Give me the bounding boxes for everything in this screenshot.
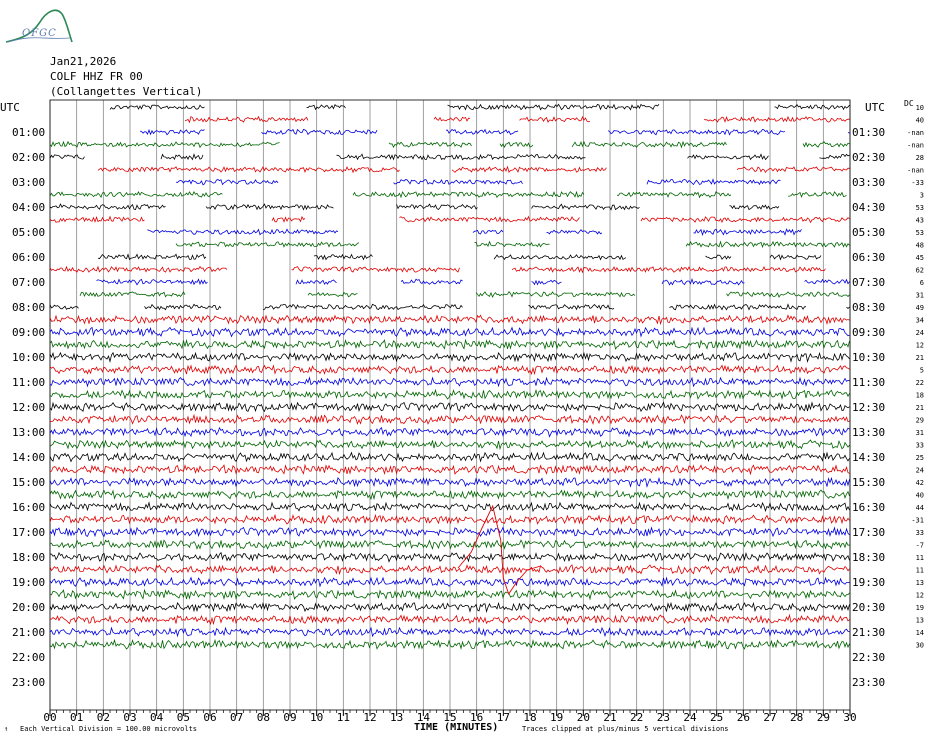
- x-tick-label: 04: [150, 711, 164, 724]
- left-hour-label: 14:00: [12, 451, 46, 464]
- right-hour-label: 05:30: [852, 226, 886, 239]
- dc-offset: 30: [915, 641, 924, 650]
- trace-2: [848, 132, 850, 133]
- trace-10: [547, 230, 603, 234]
- left-hour-label: 21:00: [12, 626, 46, 639]
- trace-3: [389, 142, 472, 147]
- left-hour-label: 15:00: [12, 476, 46, 489]
- trace-9: [400, 217, 580, 222]
- right-hour-label: 13:30: [852, 426, 886, 439]
- trace-8: [532, 204, 640, 209]
- x-tick-label: 24: [683, 711, 697, 724]
- trace-2: [608, 129, 785, 134]
- left-hour-label: 19:00: [12, 576, 46, 589]
- dc-offset: 31: [915, 429, 924, 437]
- x-tick-label: 29: [816, 711, 830, 724]
- trace-3: [500, 142, 533, 147]
- dc-offset: 40: [915, 116, 924, 125]
- x-tick-label: 23: [656, 711, 670, 724]
- x-tick-label: 13: [390, 711, 404, 724]
- utc-right-label: UTC: [865, 101, 885, 114]
- x-tick-label: 21: [603, 711, 617, 724]
- right-hour-label: 12:30: [852, 401, 886, 414]
- dc-offset: 21: [915, 354, 924, 362]
- trace-1: [434, 117, 470, 121]
- dc-offset: 12: [915, 591, 924, 600]
- x-tick-label: 05: [176, 711, 190, 724]
- dc-offset: 28: [915, 154, 924, 162]
- left-hour-label: 22:00: [12, 651, 46, 664]
- trace-16: [263, 304, 463, 309]
- left-hour-label: 04:00: [12, 201, 46, 214]
- x-tick-label: 00: [43, 711, 57, 724]
- right-hour-label: 04:30: [852, 201, 886, 214]
- dc-label: DC: [904, 99, 914, 108]
- trace-15: [308, 293, 358, 297]
- division-note: Each Vertical Division = 100.00 microvolts: [20, 725, 198, 733]
- dc-offset: 29: [915, 416, 924, 425]
- x-tick-label: 17: [496, 711, 510, 724]
- dc-offset: 33: [915, 529, 924, 537]
- trace-13: [512, 267, 826, 272]
- right-hour-label: 16:30: [852, 501, 886, 514]
- trace-14: [805, 280, 850, 284]
- dc-offset: 53: [915, 229, 924, 237]
- trace-1: [185, 117, 308, 123]
- right-hour-label: 14:30: [852, 451, 886, 464]
- left-hour-label: 07:00: [12, 276, 46, 289]
- dc-offset: 6: [919, 279, 924, 287]
- right-hour-label: 22:30: [852, 651, 886, 664]
- trace-7: [617, 192, 731, 198]
- dc-offset: 11: [915, 566, 924, 575]
- trace-0: [307, 105, 346, 110]
- right-hour-label: 06:30: [852, 251, 886, 264]
- left-hour-label: 09:00: [12, 326, 46, 339]
- left-hour-label: 16:00: [12, 501, 46, 514]
- dc-offset: 62: [915, 266, 924, 275]
- trace-11: [686, 242, 850, 247]
- trace-0: [448, 104, 660, 109]
- trace-15: [80, 292, 185, 297]
- dc-offset: 22: [915, 379, 924, 387]
- dc-offset: 25: [915, 454, 924, 462]
- dc-offset: -33: [911, 179, 924, 187]
- left-hour-label: 12:00: [12, 401, 46, 414]
- trace-16: [529, 305, 615, 310]
- x-tick-label: 07: [230, 711, 244, 724]
- trace-12: [770, 255, 821, 260]
- left-hour-label: 20:00: [12, 601, 46, 614]
- trace-15: [727, 292, 850, 297]
- trace-4: [50, 155, 85, 159]
- dc-offset: 10: [915, 104, 924, 112]
- dc-offset: 13: [915, 616, 924, 625]
- dc-offset: 43: [915, 216, 924, 225]
- left-hour-label: 13:00: [12, 426, 46, 439]
- header-station: COLF HHZ FR 00: [50, 70, 143, 83]
- dc-offset: 33: [915, 441, 924, 450]
- x-tick-label: 11: [336, 711, 350, 724]
- trace-16: [847, 307, 850, 308]
- dc-offset: 44: [915, 504, 924, 512]
- x-tick-label: 18: [523, 711, 537, 724]
- dc-offset: 19: [915, 604, 924, 612]
- header-location: (Collangettes Vertical): [50, 85, 203, 98]
- x-tick-label: 19: [550, 711, 564, 724]
- trace-3: [572, 142, 727, 147]
- left-hour-label: 05:00: [12, 226, 46, 239]
- left-hour-label: 23:00: [12, 676, 46, 689]
- right-hour-label: 07:30: [852, 276, 886, 289]
- x-tick-label: 14: [416, 711, 430, 724]
- right-hour-label: 20:30: [852, 601, 886, 614]
- right-hour-label: 08:30: [852, 301, 886, 314]
- dc-offset: 18: [915, 391, 924, 400]
- clip-note: Traces clipped at plus/minus 5 vertical divisions: [522, 725, 729, 733]
- left-hour-label: 08:00: [12, 301, 46, 314]
- dc-offset: 5: [919, 366, 924, 375]
- x-tick-label: 26: [736, 711, 750, 724]
- header-date: Jan21,2026: [50, 55, 117, 68]
- trace-7: [353, 192, 584, 198]
- dc-offset: 49: [915, 304, 924, 312]
- right-hour-label: 23:30: [852, 676, 886, 689]
- right-hour-label: 10:30: [852, 351, 886, 364]
- trace-5: [98, 167, 400, 172]
- dc-offset: 42: [915, 479, 924, 487]
- trace-16: [50, 305, 79, 310]
- right-hour-label: 15:30: [852, 476, 886, 489]
- right-hour-label: 17:30: [852, 526, 886, 539]
- trace-2: [262, 129, 378, 134]
- trace-6: [176, 180, 278, 185]
- footer-mark: ↑: [4, 725, 9, 733]
- x-tick-label: 03: [123, 711, 137, 724]
- x-tick-label: 09: [283, 711, 297, 724]
- trace-14: [662, 279, 745, 285]
- x-tick-label: 28: [790, 711, 804, 724]
- trace-8: [50, 204, 166, 210]
- trace-9: [272, 217, 305, 222]
- trace-11: [176, 242, 359, 247]
- left-hour-label: 18:00: [12, 551, 46, 564]
- trace-4: [337, 154, 586, 160]
- trace-14: [296, 280, 337, 284]
- trace-10: [148, 229, 339, 234]
- trace-7: [50, 192, 223, 197]
- trace-8: [206, 204, 334, 210]
- right-hour-label: 01:30: [852, 126, 886, 139]
- utc-left-label: UTC: [0, 101, 20, 114]
- x-tick-label: 22: [630, 711, 644, 724]
- trace-15: [476, 292, 635, 297]
- x-tick-label: 08: [256, 711, 270, 724]
- trace-12: [98, 254, 206, 259]
- trace-4: [688, 154, 769, 159]
- dc-offset: 24: [915, 466, 924, 475]
- dc-offset: 40: [915, 491, 924, 500]
- dc-offset: 3: [919, 191, 924, 200]
- x-tick-label: 15: [443, 711, 457, 724]
- dc-offset: 13: [915, 579, 924, 587]
- x-tick-label: 02: [96, 711, 110, 724]
- dc-offset: -7: [915, 541, 924, 550]
- right-hour-label: 21:30: [852, 626, 886, 639]
- trace-14: [97, 279, 208, 284]
- left-hour-label: 01:00: [12, 126, 46, 139]
- trace-4: [820, 154, 850, 158]
- right-hour-label: 09:30: [852, 326, 886, 339]
- left-hour-label: 11:00: [12, 376, 46, 389]
- trace-14: [401, 279, 463, 284]
- dc-offset: 48: [915, 241, 924, 250]
- x-axis-label: TIME (MINUTES): [414, 722, 499, 733]
- x-tick-label: 16: [470, 711, 484, 724]
- trace-0: [110, 105, 205, 110]
- x-tick-label: 30: [843, 711, 857, 724]
- dc-offset: 12: [915, 341, 924, 350]
- trace-11: [475, 242, 550, 247]
- dc-offset: 45: [915, 254, 924, 262]
- trace-16: [145, 304, 222, 309]
- trace-6: [647, 179, 781, 184]
- x-tick-label: 12: [363, 711, 377, 724]
- dc-offset: -nan: [907, 129, 924, 137]
- trace-12: [494, 255, 626, 260]
- dc-offset: 21: [915, 404, 924, 412]
- trace-9: [641, 217, 850, 223]
- trace-4: [161, 154, 203, 159]
- trace-3: [803, 142, 850, 147]
- trace-12: [706, 255, 732, 259]
- left-hour-label: 03:00: [12, 176, 46, 189]
- trace-10: [694, 229, 802, 235]
- x-tick-label: 25: [710, 711, 724, 724]
- dc-offset: -nan: [907, 166, 924, 175]
- logo-text: OFGC: [22, 28, 57, 39]
- trace-8: [397, 204, 478, 209]
- trace-0: [775, 105, 850, 110]
- x-tick-label: 01: [70, 711, 84, 724]
- trace-3: [50, 142, 280, 148]
- x-tick-label: 06: [203, 711, 217, 724]
- x-tick-label: 10: [310, 711, 324, 724]
- right-hour-label: 02:30: [852, 151, 886, 164]
- right-hour-label: 19:30: [852, 576, 886, 589]
- trace-8: [730, 205, 780, 209]
- right-hour-label: 11:30: [852, 376, 886, 389]
- dc-offset: 14: [915, 629, 924, 637]
- dc-offset: 53: [915, 204, 924, 212]
- trace-2: [140, 130, 205, 135]
- left-hour-label: 02:00: [12, 151, 46, 164]
- dc-offset: -nan: [907, 141, 924, 150]
- dc-offset: 11: [915, 554, 924, 562]
- x-tick-label: 27: [763, 711, 777, 724]
- dc-offset: 31: [915, 291, 924, 300]
- trace-10: [473, 230, 503, 234]
- dc-offset: -31: [911, 516, 924, 525]
- dc-offset: 34: [915, 316, 924, 325]
- trace-2: [446, 129, 518, 134]
- trace-5: [737, 167, 850, 172]
- trace-1: [704, 117, 850, 122]
- left-hour-label: 06:00: [12, 251, 46, 264]
- x-tick-label: 20: [576, 711, 590, 724]
- right-hour-label: 18:30: [852, 551, 886, 564]
- right-hour-label: 03:30: [852, 176, 886, 189]
- left-hour-label: 10:00: [12, 351, 46, 364]
- dc-offset: 24: [915, 329, 924, 337]
- left-hour-label: 17:00: [12, 526, 46, 539]
